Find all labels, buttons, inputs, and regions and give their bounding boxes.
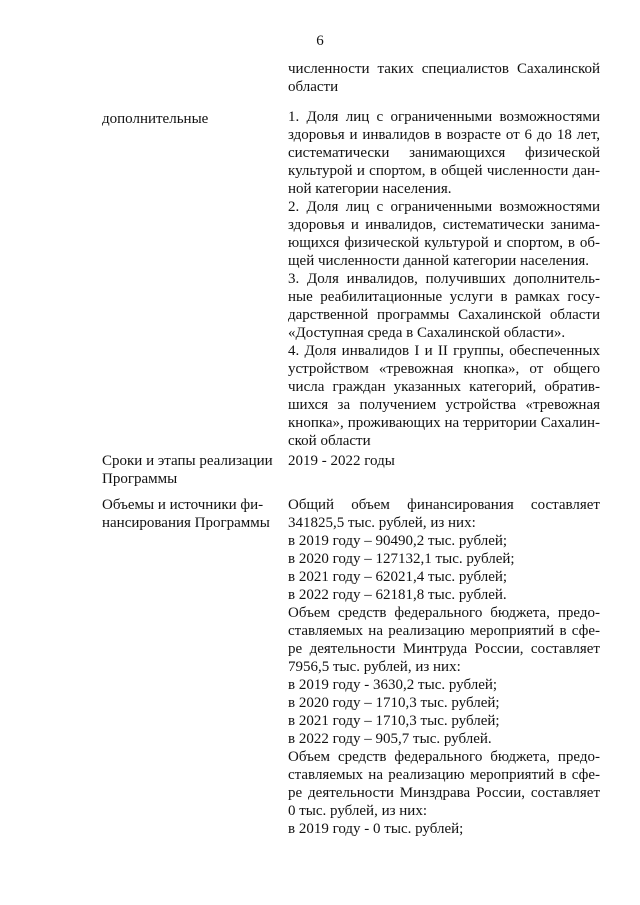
text-line: численности таких специалистов Сахалинской: [288, 61, 600, 77]
text-line: устройством «тревожная кнопка», от общего: [288, 361, 600, 377]
funding-value: [288, 496, 600, 838]
text-line: 2. Доля лиц с ограниченными возможностями: [288, 199, 600, 215]
terms-label: [102, 452, 282, 488]
text-line: в 2021 году – 1710,3 тыс. рублей;: [288, 713, 500, 729]
text-line: Программы: [102, 471, 178, 487]
text-line: дарственной программы Сахалинской области: [288, 307, 600, 323]
text-line: в 2019 году - 0 тыс. рублей;: [288, 821, 464, 837]
text-line: «Доступная среда в Сахалинской области».: [288, 325, 566, 341]
text-line: Объемы и источники фи-: [102, 497, 264, 513]
continuation-text: [288, 60, 600, 96]
page-number: 6: [316, 33, 324, 49]
text-line: числа граждан указанных категорий, обратив-: [288, 379, 600, 395]
text-line: в 2019 году – 90490,2 тыс. рублей;: [288, 533, 508, 549]
text-line: шихся за получением устройства «тревожная: [288, 397, 600, 413]
text-line: в 2020 году – 127132,1 тыс. рублей;: [288, 551, 515, 567]
text-line: ющихся физической культурой и спортом, в об-: [288, 235, 600, 251]
text-line: 341825,5 тыс. рублей, из них:: [288, 515, 476, 531]
text-line: 0 тыс. рублей, из них:: [288, 803, 427, 819]
text-line: кнопка», проживающих на территории Сахалин-: [288, 415, 600, 431]
text-line: культурой и спортом, в общей численности дан-: [288, 163, 600, 179]
text-line: в 2019 году - 3630,2 тыс. рублей;: [288, 677, 498, 693]
text-line: здоровья и инвалидов в возрасте от 6 до 18 лет,: [288, 127, 600, 143]
text-line: 1. Доля лиц с ограниченными возможностями: [288, 109, 600, 125]
text-line: 3. Доля инвалидов, получивших дополнитель-: [288, 271, 600, 287]
additional-label: дополнительные: [102, 111, 209, 127]
text-line: 4. Доля инвалидов I и II группы, обеспеченных: [288, 343, 600, 359]
terms-value: [288, 452, 600, 470]
text-line: 7956,5 тыс. рублей, из них:: [288, 659, 461, 675]
text-line: в 2022 году – 905,7 тыс. рублей.: [288, 731, 492, 747]
funding-label: [102, 496, 282, 532]
text-line: ской области: [288, 433, 371, 449]
text-line: ной категории населения.: [288, 181, 452, 197]
text-line: ре деятельности Минтруда России, составляет: [288, 641, 600, 657]
text-line: области: [288, 79, 339, 95]
text-line: Объем средств федерального бюджета, предо-: [288, 749, 600, 765]
text-line: в 2021 году – 62021,4 тыс. рублей;: [288, 569, 508, 585]
text-line: щей численности данной категории населения.: [288, 253, 590, 269]
text-line: ставляемых на реализацию мероприятий в сфе-: [288, 623, 600, 639]
text-line: ные реабилитационные услуги в рамках госу-: [288, 289, 600, 305]
text-line: 2019 - 2022 годы: [288, 453, 395, 469]
text-line: Объем средств федерального бюджета, предо-: [288, 605, 600, 621]
text-line: ставляемых на реализацию мероприятий в сфе-: [288, 767, 600, 783]
text-line: Общий объем финансирования составляет: [288, 497, 600, 513]
additional-indicators: [288, 108, 600, 450]
text-line: здоровья и инвалидов, систематически занима-: [288, 217, 600, 233]
text-line: Сроки и этапы реализации: [102, 453, 273, 469]
text-line: в 2022 году – 62181,8 тыс. рублей.: [288, 587, 507, 603]
text-line: ре деятельности Минздрава России, составляет: [288, 785, 600, 801]
text-line: систематически занимающихся физической: [288, 145, 600, 161]
text-line: в 2020 году – 1710,3 тыс. рублей;: [288, 695, 500, 711]
text-line: нансирования Программы: [102, 515, 270, 531]
